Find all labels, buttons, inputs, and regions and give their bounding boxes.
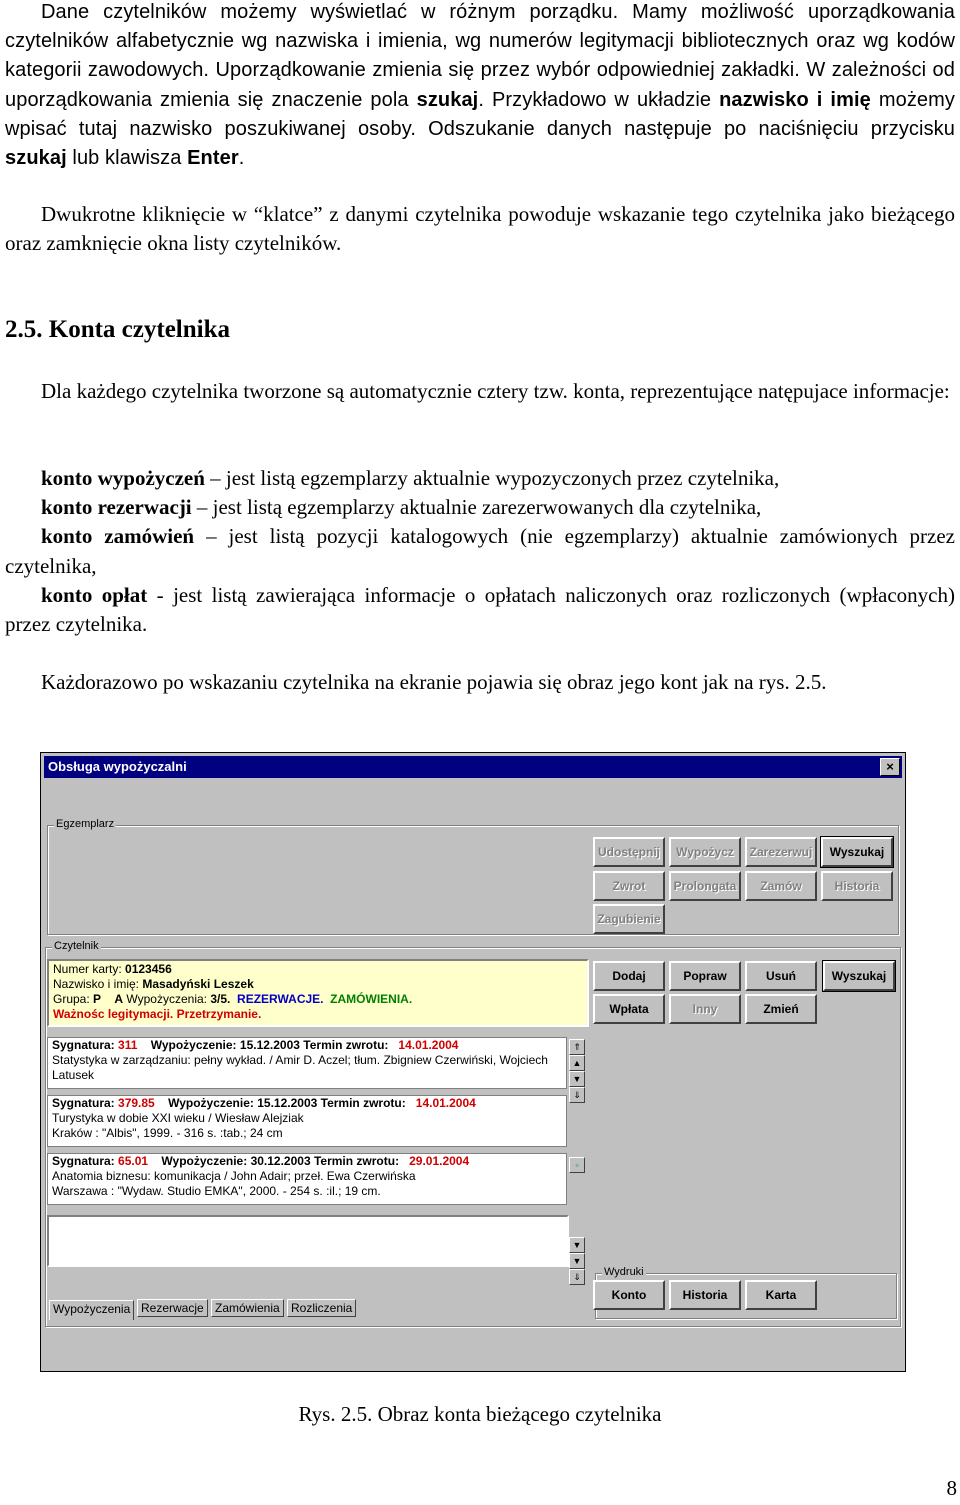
tab-zamowienia[interactable]: Zamówienia — [211, 1299, 284, 1317]
bold-term: szukaj — [5, 147, 67, 170]
loan-description: Statystyka w zarządzaniu: pełny wykład. / Amir D. Aczel; tłum. Zbigniew Czerwiński, Wojciech — [52, 1053, 548, 1067]
scroll-top-icon[interactable]: ⇑ — [569, 1039, 585, 1055]
czytelnik-zmien-button[interactable]: Zmień — [745, 994, 817, 1024]
tab-rozliczenia[interactable]: Rozliczenia — [287, 1299, 356, 1317]
figure-caption: Rys. 2.5. Obraz konta bieżącego czytelnika — [298, 1402, 662, 1426]
definition-term: konto opłat — [41, 582, 148, 607]
signature-label: Sygnatura: — [52, 1154, 115, 1168]
scroll-thumb-icon[interactable]: ▫ — [569, 1157, 585, 1173]
text-run: możemy wpisać tutaj nazwisko poszukiwanej osoby. Odszukanie danych następuje po naciśnięciu przycisku — [5, 88, 956, 140]
egzemplarz-udostepnij-button[interactable]: Udostępnij — [593, 837, 665, 867]
loan-header — [52, 1154, 562, 1169]
due-label: Termin zwrotu: — [313, 1154, 400, 1168]
loan-description: Anatomia biznesu: komunikacja / John Adair; przeł. Ewa Czerwińska — [52, 1169, 416, 1183]
text-run: lub klawisza — [66, 147, 188, 170]
tab-wypozyczenia[interactable]: Wypożyczenia — [49, 1300, 134, 1320]
definition-list — [5, 464, 955, 639]
loans-label: Wypożyczenia: — [126, 992, 207, 1006]
loan-description: Turystyka w dobie XXI wieku / Wiesław Alejziak — [52, 1111, 304, 1125]
definition-desc: - jest listą zawierająca informacje o opłatach naliczonych oraz rozliczonych (wpłaconych) przez czytelnika. — [5, 582, 955, 637]
definition-item — [5, 581, 955, 639]
name-label: Nazwisko i imię: — [53, 977, 140, 991]
paragraph-sorting — [5, 0, 955, 173]
egzemplarz-zamow-button[interactable]: Zamów — [745, 871, 817, 901]
text-run: . Przykładowo w układzie — [478, 88, 720, 111]
group-code: A — [114, 992, 124, 1006]
scroll-down-icon[interactable]: ▼ — [569, 1253, 585, 1269]
loan-description: Warszawa : "Wydaw. Studio EMKA", 2000. - 254 s. :il.; 19 cm. — [52, 1184, 381, 1198]
definition-item — [5, 522, 955, 580]
signature-label: Sygnatura: — [52, 1038, 115, 1052]
loan-date: 15.12.2003 — [239, 1038, 300, 1052]
loan-header — [52, 1096, 562, 1111]
czytelnik-wyszukaj-button[interactable]: Wyszukaj — [823, 961, 895, 991]
czytelnik-usun-button[interactable]: Usuń — [745, 961, 817, 991]
czytelnik-dodaj-button[interactable]: Dodaj — [593, 961, 665, 991]
wydruki-konto-button[interactable]: Konto — [593, 1280, 665, 1310]
text-run: . — [238, 147, 245, 170]
text-run: Dane czytelników możemy wyświetlać w różnym porządku. Mamy możliwość uporządkowania czytelników alfabetycznie wg nazwiska i imienia, wg numerów legitymacji bibliotecznych oraz wg kodów kategorii zawodowych. Uporządkowanie zmienia się przez wybór odpowiedniej zakładki. W zależności od uporządkowania zmienia się znaczenie pola — [5, 1, 955, 111]
scroll-down-icon[interactable]: ▼ — [569, 1071, 585, 1087]
paragraph-accounts-intro — [5, 377, 955, 406]
egzemplarz-group-label: Egzemplarz — [56, 818, 115, 830]
page-number: 8 — [946, 1476, 957, 1500]
definition-item — [5, 464, 955, 493]
czytelnik-wplata-button[interactable]: Wpłata — [593, 994, 665, 1024]
loan-entry[interactable] — [47, 1037, 567, 1089]
loan-label: Wypożyczenie: — [161, 1154, 248, 1168]
reader-name: Masadyński Leszek — [142, 977, 254, 991]
definition-term: konto wypożyczeń — [41, 466, 205, 490]
definition-term: konto rezerwacji — [41, 495, 192, 520]
reader-name-line — [53, 977, 583, 992]
bold-term: Enter — [187, 147, 239, 170]
reader-warning: Ważnośc legitymacji. Przetrzymanie. — [53, 1007, 262, 1021]
group-label: Grupa: — [53, 992, 90, 1006]
wydruki-historia-button[interactable]: Historia — [669, 1280, 741, 1310]
egzemplarz-wyszukaj-button[interactable]: Wyszukaj — [821, 837, 893, 867]
card-label: Numer karty: — [53, 962, 122, 976]
scroll-bottom-icon[interactable]: ⇓ — [569, 1087, 585, 1103]
loan-description: Kraków : "Albis", 1999. - 316 s. :tab.; 24 cm — [52, 1126, 283, 1140]
section-heading: 2.5. Konta czytelnika — [5, 316, 230, 343]
loan-label: Wypożyczenie: — [150, 1038, 237, 1052]
card-number: 0123456 — [125, 962, 172, 976]
signature-value: 311 — [118, 1038, 138, 1052]
signature-value: 379.85 — [118, 1096, 155, 1110]
due-label: Termin zwrotu: — [303, 1038, 389, 1052]
window-titlebar — [44, 756, 902, 778]
reader-group-line — [53, 992, 583, 1007]
app-window — [40, 752, 906, 1372]
paragraph-figure-ref-text: Każdorazowo po wskazaniu czytelnika na ekranie pojawia się obraz jego kont jak na rys. 2.5. — [41, 670, 827, 694]
egzemplarz-prolongata-button[interactable]: Prolongata — [669, 871, 741, 901]
scroll-bottom-icon[interactable]: ⇓ — [569, 1269, 585, 1285]
due-label: Termin zwrotu: — [320, 1096, 406, 1110]
reader-card-line — [53, 962, 583, 977]
close-icon[interactable]: × — [880, 758, 900, 776]
loan-header — [52, 1038, 562, 1053]
paragraph-sorting-text — [5, 1, 955, 169]
due-date: 14.01.2004 — [415, 1096, 476, 1110]
definition-term: konto zamówień — [41, 524, 195, 549]
definition-item — [5, 493, 955, 522]
orders-flag: ZAMÓWIENIA. — [330, 992, 413, 1006]
scroll-up-icon[interactable]: ▲ — [569, 1055, 585, 1071]
definition-desc: – jest listą egzemplarzy aktualnie zarezerwowanych dla czytelnika, — [191, 495, 762, 520]
loan-entry[interactable] — [47, 1153, 567, 1205]
due-date: 29.01.2004 — [409, 1154, 470, 1168]
reader-summary — [47, 959, 589, 1027]
czytelnik-inny-button[interactable]: Inny — [669, 994, 741, 1024]
egzemplarz-zagubienie-button[interactable]: Zagubienie — [593, 904, 665, 934]
definition-desc: – jest listą pozycji katalogowych (nie egzemplarzy) aktualnie zamówionych przez czytelnika, — [5, 524, 955, 578]
paragraph-figure-ref — [5, 668, 955, 697]
definition-desc: – jest listą egzemplarzy aktualnie wypozyczonych przez czytelnika, — [204, 466, 780, 490]
bold-term: szukaj — [416, 88, 479, 111]
group-value: P — [93, 992, 102, 1006]
loan-label: Wypożyczenie: — [168, 1096, 254, 1110]
loan-date: 30.12.2003 — [250, 1154, 311, 1168]
egzemplarz-zarezerwuj-button[interactable]: Zarezerwuj — [745, 837, 817, 867]
czytelnik-popraw-button[interactable]: Popraw — [669, 961, 741, 991]
reservations-flag: REZERWACJE. — [237, 992, 324, 1006]
due-date: 14.01.2004 — [398, 1038, 459, 1052]
egzemplarz-historia-button[interactable]: Historia — [821, 871, 893, 901]
wydruki-group-label: Wydruki — [604, 1266, 644, 1278]
czytelnik-group-label: Czytelnik — [54, 940, 99, 952]
window-title: Obsługa wypożyczalni — [48, 759, 187, 774]
egzemplarz-zwrot-button[interactable]: Zwrot — [593, 871, 665, 901]
empty-list-area — [47, 1215, 569, 1267]
signature-label: Sygnatura: — [52, 1096, 115, 1110]
loans-count: 3/5. — [210, 992, 231, 1006]
paragraph-double-click — [5, 200, 955, 258]
scroll-down-icon[interactable]: ▼ — [569, 1237, 585, 1253]
paragraph-accounts-intro-text: Dla każdego czytelnika tworzone są automatycznie cztery tzw. konta, reprezentujące natępujace informacje: — [41, 379, 950, 403]
loan-entry[interactable] — [47, 1095, 567, 1147]
loan-description: Latusek — [52, 1068, 95, 1082]
paragraph-double-click-text: Dwukrotne kliknięcie w “klatce” z danymi czytelnika powoduje wskazanie tego czytelnika jako bieżącego oraz zamknięcie okna listy czytelników. — [5, 202, 955, 256]
tab-rezerwacje[interactable]: Rezerwacje — [137, 1299, 208, 1317]
signature-value: 65.01 — [118, 1154, 149, 1168]
bold-term: nazwisko i imię — [719, 88, 871, 111]
wydruki-karta-button[interactable]: Karta — [745, 1280, 817, 1310]
egzemplarz-wypozycz-button[interactable]: Wypożycz — [669, 837, 741, 867]
loan-date: 15.12.2003 — [257, 1096, 318, 1110]
